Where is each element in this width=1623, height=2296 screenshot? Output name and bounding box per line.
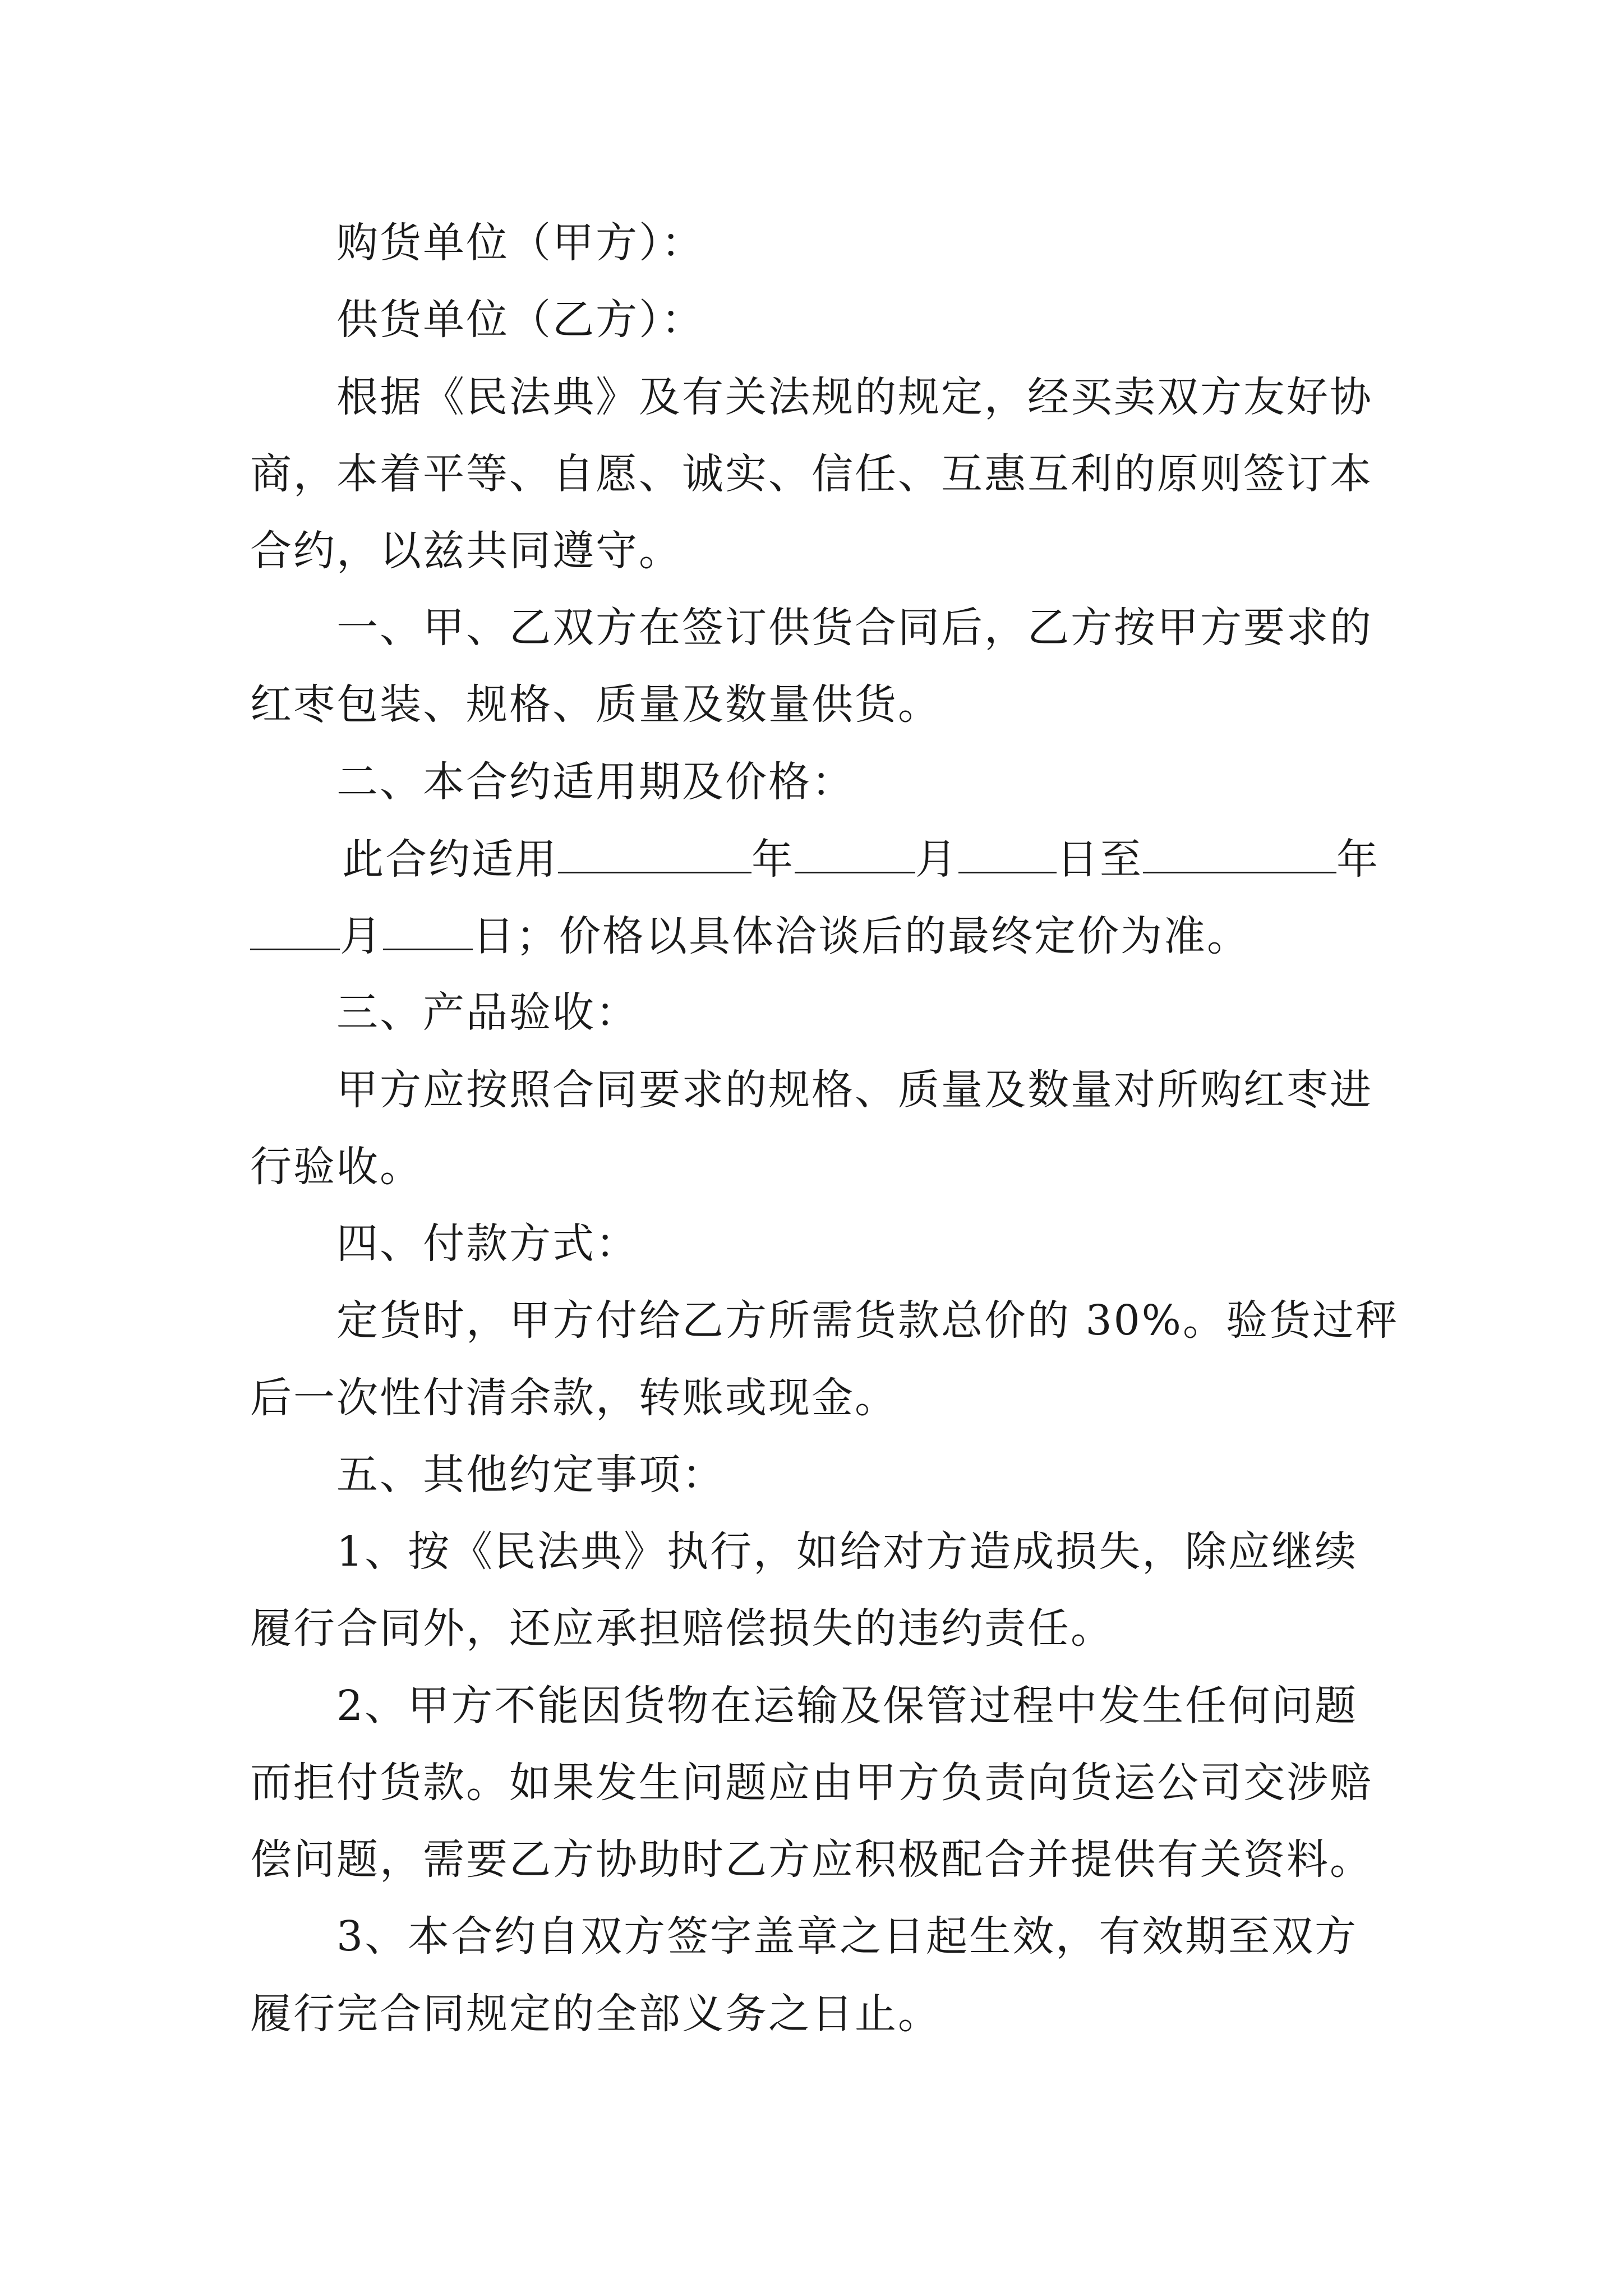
period-prefix: 此合约适用 (342, 835, 558, 884)
clause2-heading: 二、本合约适用期及价格： (336, 758, 855, 806)
clause5-item3-line-1: 3、本合约自双方签字盖章之日起生效，有效期至双方 (336, 1912, 1358, 1961)
month-label-2: 月 (340, 912, 383, 960)
clause4-heading: 四、付款方式： (336, 1220, 639, 1268)
clause5-item1-line-2: 履行合同外，还应承担赔偿损失的违约责任。 (250, 1604, 1114, 1653)
clause5-item2-line-1: 2、甲方不能因货物在运输及保管过程中发生任何问题 (336, 1682, 1358, 1730)
start-month-blank[interactable] (795, 838, 915, 873)
seller-line: 供货单位（乙方）： (336, 296, 704, 344)
clause1-line-1: 一、甲、乙双方在签订供货合同后，乙方按甲方要求的 (336, 604, 1373, 652)
clause2-price-line (250, 912, 1250, 960)
clause5-item2-line-2: 而拒付货款。如果发生问题应由甲方负责向货运公司交涉赔 (250, 1759, 1373, 1807)
year-label-2: 年 (1336, 835, 1380, 884)
month-label-1: 月 (915, 835, 958, 884)
end-day-blank[interactable] (383, 915, 473, 950)
end-month-blank[interactable] (250, 915, 340, 950)
intro-line-3: 合约，以兹共同遵守。 (250, 527, 682, 575)
clause3-line-2: 行验收。 (250, 1143, 423, 1191)
clause3-line-1: 甲方应按照合同要求的规格、质量及数量对所购红枣进 (336, 1066, 1373, 1114)
clause3-heading: 三、产品验收： (336, 988, 639, 1037)
day-to-label: 日至 (1057, 835, 1143, 884)
buyer-line: 购货单位（甲方）： (336, 219, 704, 267)
clause5-heading: 五、其他约定事项： (336, 1451, 725, 1499)
intro-line-1: 根据《民法典》及有关法规的规定，经买卖双方友好协 (336, 373, 1373, 421)
clause5-item2-line-3: 偿问题，需要乙方协助时乙方应积极配合并提供有关资料。 (250, 1835, 1373, 1884)
intro-line-2: 商，本着平等、自愿、诚实、信任、互惠互利的原则签订本 (250, 450, 1373, 498)
start-year-blank[interactable] (558, 838, 751, 873)
clause2-period-line (342, 835, 1380, 884)
clause4-line-2: 后一次性付清余款，转账或现金。 (250, 1374, 898, 1422)
clause4-line-1: 定货时，甲方付给乙方所需货款总价的 30%。验货过秤 (336, 1296, 1399, 1345)
clause5-item3-line-2: 履行完合同规定的全部义务之日止。 (250, 1990, 941, 2038)
year-label-1: 年 (751, 835, 795, 884)
clause1-line-2: 红枣包装、规格、质量及数量供货。 (250, 680, 941, 729)
price-text: 日；价格以具体洽谈后的最终定价为准。 (473, 912, 1250, 960)
clause5-item1-line-1: 1、按《民法典》执行，如给对方造成损失，除应继续 (336, 1527, 1358, 1576)
end-year-blank[interactable] (1143, 838, 1336, 873)
start-day-blank[interactable] (958, 838, 1057, 873)
